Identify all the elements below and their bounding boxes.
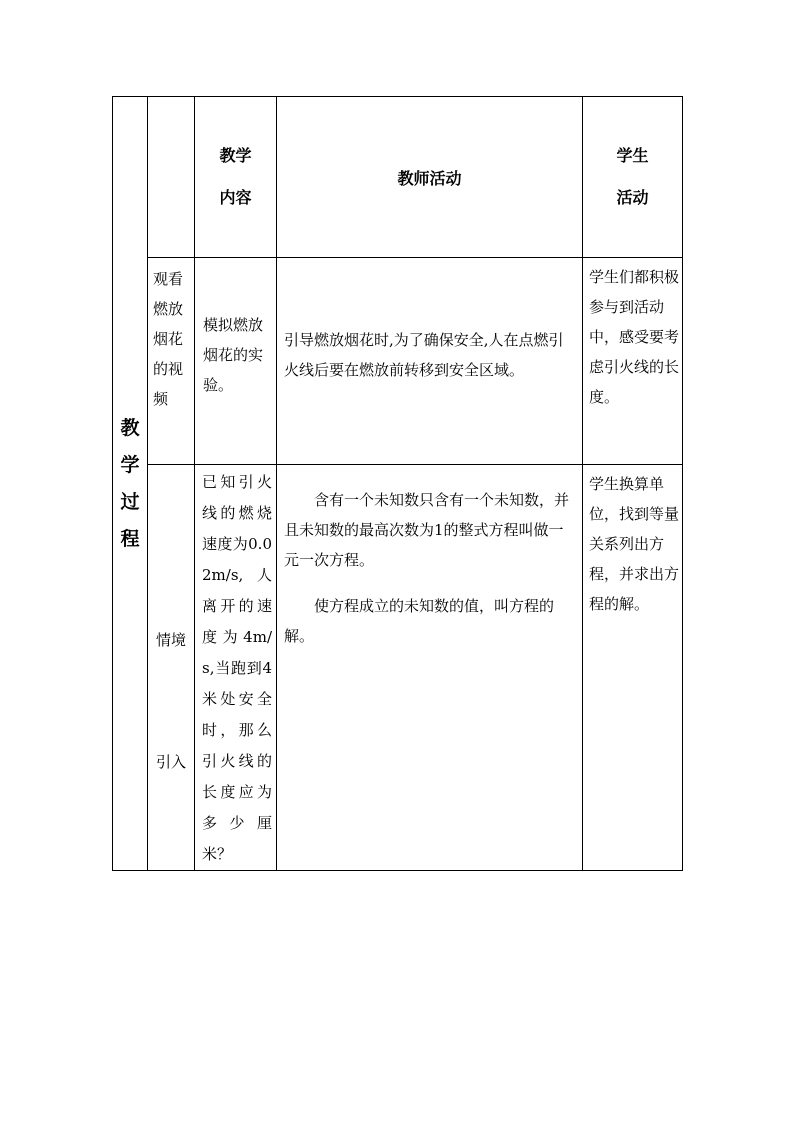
teacher-paragraph: 含有一个未知数只含有一个未知数，并且未知数的最高次数为1的整式方程叫做一元一次方程。 (284, 491, 570, 569)
table-row (113, 258, 683, 465)
teacher-text: 引导燃放烟花时,为了确保安全,人在点燃引火线后要在燃放前转移到安全区域。 (284, 331, 564, 379)
student-cell (583, 465, 683, 871)
stage-text: 观看燃放烟花的视频 (153, 270, 184, 408)
header-row (113, 97, 683, 258)
header-content (195, 97, 277, 258)
stage-cell (148, 465, 195, 871)
header-content-label: 教学内容 (219, 146, 252, 207)
student-text: 学生们都积极参与到活动中，感受要考虑引火线的长度。 (589, 268, 680, 406)
header-teacher-label: 教师活动 (397, 168, 462, 188)
header-student (583, 97, 683, 258)
side-label-cell (113, 97, 148, 871)
lesson-table (112, 96, 683, 871)
table-row (113, 465, 683, 871)
content-cell (195, 465, 277, 871)
header-student-label: 学生活动 (616, 146, 649, 207)
header-empty-cell (148, 97, 195, 258)
content-text: 模拟燃放烟花的实验。 (203, 316, 264, 394)
student-cell (583, 258, 683, 465)
stage-text-top: 情境 (155, 631, 186, 649)
side-label: 教学过程 (120, 416, 140, 550)
stage-cell (148, 258, 195, 465)
teacher-cell (277, 258, 583, 465)
teacher-paragraph: 使方程成立的未知数的值，叫方程的解。 (284, 597, 555, 645)
student-text: 学生换算单位，找到等量关系列出方程，并求出方程的解。 (589, 475, 680, 613)
header-teacher (277, 97, 583, 258)
content-text: 已知引火线的燃烧速度为0.02m/s,人离开的速度为4m/s,当跑到4米处安全时，那么引火线的长度应为多少厘米？ (202, 473, 272, 863)
teacher-cell (277, 465, 583, 871)
content-cell (195, 258, 277, 465)
stage-text-bottom: 引入 (155, 753, 186, 771)
